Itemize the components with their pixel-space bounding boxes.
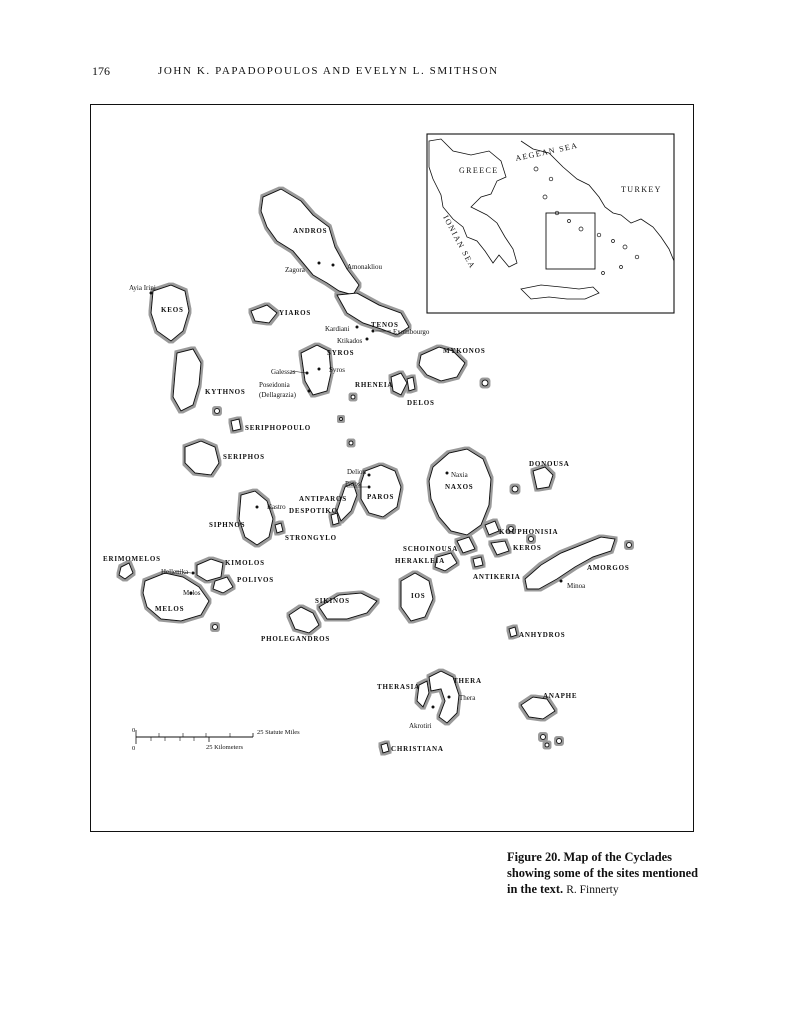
label-andros: ANDROS bbox=[293, 227, 328, 235]
label-syros-town: Syros bbox=[329, 366, 345, 374]
map-figure bbox=[90, 104, 694, 832]
label-thera-site: Thera bbox=[459, 694, 476, 702]
label-antiparos: ANTIPAROS bbox=[299, 495, 347, 503]
cyclades-map bbox=[91, 105, 695, 833]
label-naxia: Naxia bbox=[451, 471, 468, 479]
label-therasia: THERASIA bbox=[377, 683, 420, 691]
label-ionian-sea: IONIAN SEA bbox=[441, 213, 478, 271]
running-head: JOHN K. PAPADOPOULOS AND EVELYN L. SMITHSON bbox=[158, 65, 499, 77]
label-dellagrazia: (Dellagrazia) bbox=[259, 391, 296, 399]
label-kimolos: KIMOLOS bbox=[225, 559, 265, 567]
inset-map bbox=[427, 134, 674, 313]
label-schoinousa: SCHOINOUSA bbox=[403, 545, 459, 553]
label-erimomelos: ERIMOMELOS bbox=[103, 555, 161, 563]
label-polivos: POLIVOS bbox=[237, 576, 274, 584]
kouphonisia-island bbox=[485, 521, 499, 535]
label-yiaros: YIAROS bbox=[279, 309, 312, 317]
page-number: 176 bbox=[92, 64, 110, 78]
label-delos: DELOS bbox=[407, 399, 435, 407]
keros-island bbox=[491, 541, 509, 555]
label-thera: THERA bbox=[453, 677, 482, 685]
scale-bar bbox=[132, 727, 300, 752]
label-turkey: TURKEY bbox=[621, 185, 662, 194]
label-exombourgo: Exombourgo bbox=[393, 328, 430, 336]
scale-zero-km: 0 bbox=[132, 745, 136, 752]
siphnos-island bbox=[239, 491, 273, 545]
delos-island bbox=[407, 377, 415, 391]
anaphe-island bbox=[521, 697, 555, 719]
schoinousa-island bbox=[457, 537, 475, 553]
strongylo-island bbox=[275, 523, 283, 533]
label-strongylo: STRONGYLO bbox=[285, 534, 337, 542]
running-header bbox=[92, 64, 712, 84]
label-kouphonisia: KOUPHONISIA bbox=[499, 528, 559, 536]
label-siphnos: SIPHNOS bbox=[209, 521, 246, 529]
label-syros: SYROS bbox=[327, 349, 355, 357]
label-melos: MELOS bbox=[155, 605, 185, 613]
pholegandros-island bbox=[289, 607, 319, 633]
scale-miles-label: 25 Statute Miles bbox=[257, 729, 300, 736]
scale-zero-miles: 0 bbox=[132, 727, 136, 734]
label-seriphopoulo: SERIPHOPOULO bbox=[245, 424, 311, 432]
yiaros-island bbox=[251, 305, 277, 323]
label-aegean-sea: AEGEAN SEA bbox=[514, 140, 580, 163]
andros-island bbox=[261, 189, 359, 295]
seriphopoulo-island bbox=[231, 419, 241, 431]
label-tenos: TENOS bbox=[371, 321, 399, 329]
label-ayia-irini: Ayia Irini bbox=[129, 284, 156, 292]
label-anaphe: ANAPHE bbox=[543, 692, 578, 700]
christiana-island bbox=[381, 743, 389, 753]
label-kythnos: KYTHNOS bbox=[205, 388, 246, 396]
label-ios: IOS bbox=[411, 592, 426, 600]
label-keros: KEROS bbox=[513, 544, 542, 552]
label-delion: Delion bbox=[347, 468, 367, 476]
label-donousa: DONOUSA bbox=[529, 460, 570, 468]
label-pholegandros: PHOLEGANDROS bbox=[261, 635, 331, 643]
label-mykonos: MYKONOS bbox=[443, 347, 486, 355]
label-melos-site: Melos bbox=[183, 589, 201, 597]
caption-text: Figure 20. Map of the Cyclades showing some of the sites mentioned in the text. bbox=[507, 850, 699, 896]
caption-credit: R. Finnerty bbox=[566, 884, 619, 896]
label-despotiko: DESPOTIKO bbox=[289, 507, 338, 515]
naxos-island bbox=[429, 449, 491, 535]
kythnos-island bbox=[173, 349, 201, 411]
erimomelos-island bbox=[119, 563, 133, 579]
antikeria-island bbox=[473, 557, 483, 567]
label-poseidonia: Poseidonia bbox=[259, 381, 290, 389]
label-galessas: Galessas bbox=[271, 368, 296, 376]
label-kastro: Kastro bbox=[267, 503, 286, 511]
label-amonakliou: Amonakliou bbox=[347, 263, 382, 271]
scale-km-label: 25 Kilometers bbox=[206, 744, 244, 751]
label-antikeria: ANTIKERIA bbox=[473, 573, 521, 581]
donousa-island bbox=[533, 467, 553, 489]
label-christiana: CHRISTIANA bbox=[391, 745, 444, 753]
label-akrotiri: Akrotiri bbox=[409, 722, 432, 730]
anhydros-island bbox=[509, 627, 517, 637]
label-paros: PAROS bbox=[367, 493, 395, 501]
label-rheneia: RHENEIA bbox=[355, 381, 394, 389]
label-hellenika: Hellenika bbox=[161, 568, 189, 576]
label-paros-town: Paros bbox=[345, 480, 361, 488]
melos-island bbox=[143, 573, 209, 621]
label-kardiani: Kardiani bbox=[325, 325, 350, 333]
label-sikinos: SIKINOS bbox=[315, 597, 350, 605]
label-seriphos: SERIPHOS bbox=[223, 453, 265, 461]
label-amorgos: AMORGOS bbox=[587, 564, 630, 572]
rheneia-island bbox=[391, 373, 407, 395]
paros-island bbox=[361, 465, 401, 517]
kimolos-island bbox=[197, 559, 223, 581]
figure-caption bbox=[507, 849, 707, 898]
label-naxos: NAXOS bbox=[445, 483, 474, 491]
label-herakleia: HERAKLEIA bbox=[395, 557, 445, 565]
polivos-island bbox=[213, 577, 233, 593]
label-ktikados: Ktikados bbox=[337, 337, 363, 345]
label-minoa: Minoa bbox=[567, 582, 586, 590]
label-anhydros: ANHYDROS bbox=[519, 631, 566, 639]
seriphos-island bbox=[185, 441, 219, 475]
label-greece: GREECE bbox=[459, 166, 499, 175]
label-zagora: Zagora bbox=[285, 266, 305, 274]
label-keos: KEOS bbox=[161, 306, 184, 314]
